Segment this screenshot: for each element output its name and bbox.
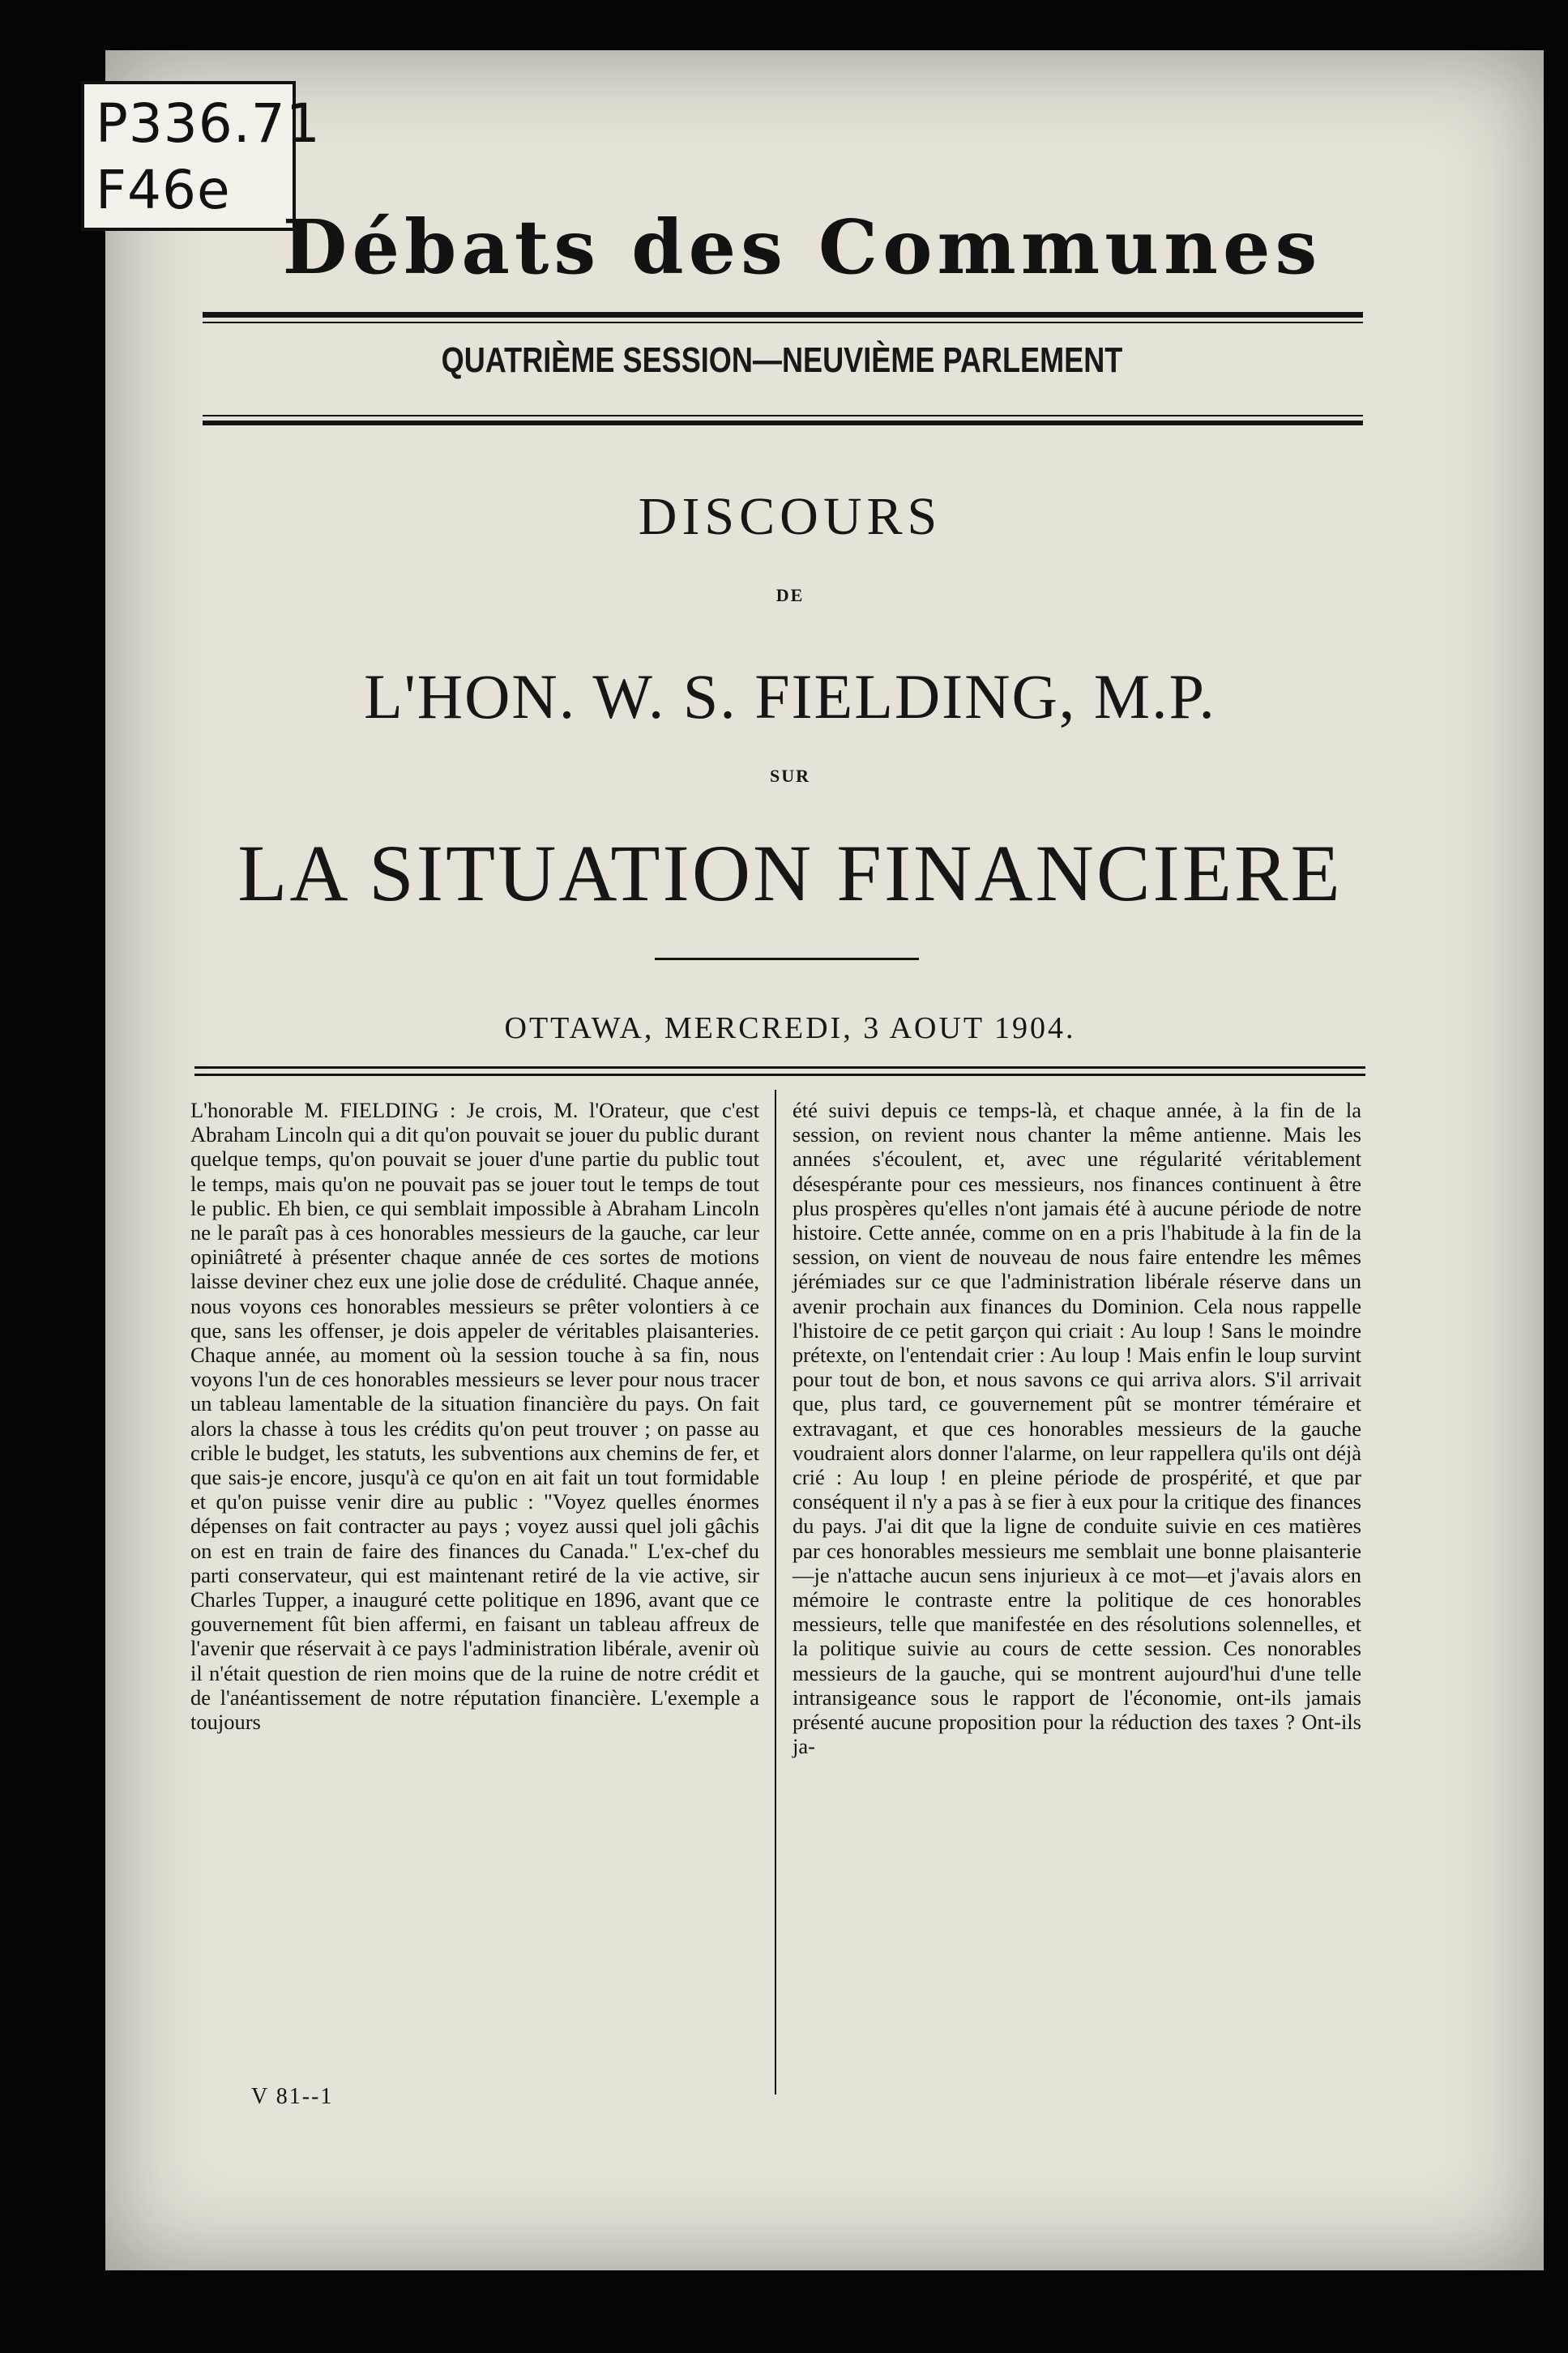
sur-label: SUR (769, 766, 810, 786)
session-rule-thick (203, 421, 1363, 425)
de-label: DE (775, 585, 805, 605)
dateline-rule-top (194, 1066, 1365, 1069)
session-line: QUATRIÈME SESSION—NEUVIÈME PARLEMENT (441, 340, 1123, 380)
dateline: OTTAWA, MERCREDI, 3 AOUT 1904. (504, 1011, 1076, 1045)
session-rule-thin (203, 415, 1363, 416)
discours-heading: DISCOURS (638, 487, 942, 546)
call-number-line-2: F46e (96, 159, 231, 221)
orator-name: L'HON. W. S. FIELDING, M.P. (364, 661, 1216, 732)
call-number-line-1: P336.71 (96, 92, 321, 155)
subject-title: LA SITUATION FINANCIERE (237, 828, 1343, 918)
title-divider (655, 958, 919, 960)
masthead-rule-top (203, 312, 1363, 318)
masthead-title: Débats des Communes (282, 203, 1322, 291)
signature-code: V 81--1 (251, 2084, 334, 2109)
masthead-rule-top-thin (203, 322, 1363, 323)
body-column-left: L'honorable M. FIELDING : Je crois, M. l'Orateur, que c'est Abraham Lincoln qui a dit qu'on pouvait se jouer du public durant quelque temps, qu'on pouvait se jouer d'une partie du public tout le temps, mais qu'on ne pouvait pas se jouer tout le temps de tout le public. Eh bien, ce qui semblait impossible à Abraham Lincoln ne le paraît pas à ces honorables messieurs de la gauche, car leur opiniâtreté à présenter chaque année de ces sortes de motions laisse deviner chez eux une jolie dose de crédulité. Chaque année, nous voyons ces honorables messieurs se prêter volontiers à ce que, sans les offenser, je dois appeler de véritables plaisanteries. Chaque année, au moment où la session touche à sa fin, nous voyons l'un de ces honorables messieurs se lever pour nous tracer un tableau lamentable de la situation financière du pays. On fait alors la chasse à tous les crédits qu'on peut trouver ; on passe au crible le budget, les statuts, les subventions aux chemins de fer, et que sais-je encore, jusqu'à ce qu'on en ait fait un tout formidable et qu'on puisse venir dire au public : "Voyez quelles énormes dépenses on fait contracter au pays ; voyez aussi quel joli gâchis on est en train de faire des finances du Canada." L'ex-chef du parti conservateur, qui est maintenant retiré de la vie active, sir Charles Tupper, a inauguré cette politique en 1896, avant que ce gouvernement fût bien affermi, en faisant un tableau affreux de l'avenir que réservait à ce pays l'administration libérale, avenir où il n'était question de rien moins que de la ruine de notre crédit et de l'anéantissement de notre réputation financière. L'exemple a toujours (190, 1098, 759, 1735)
dateline-rule-bottom (194, 1074, 1365, 1076)
column-divider (775, 1090, 776, 2095)
body-column-right: été suivi depuis ce temps-là, et chaque année, à la fin de la session, on revient nous chanter la même antienne. Mais les années s'écoulent, et, avec une régularité véritablement désespérante pour ces messieurs, nos finances continuent à être plus prospères qu'elles n'ont jamais été à aucune période de notre histoire. Cette année, comme on en a pris l'habitude à la fin de la session, on vient de nouveau de nous faire entendre les mêmes jérémiades sur ce que l'administration libérale réserve dans un avenir prochain aux finances du Dominion. Cela nous rappelle l'histoire de ce petit garçon qui criait : Au loup ! Sans le moindre prétexte, on l'entendait crier : Au loup ! Mais enfin le loup survint pour tout de bon, et nous savons ce qui arriva alors. S'il arrivait que, plus tard, ce gouvernement pût se montrer téméraire et extravagant, et que ces honorables messieurs de la gauche voudraient alors donner l'alarme, on leur rappellera qu'ils ont déjà crié : Au loup ! en pleine période de prospérité, et que par conséquent il n'y a pas à se fier à eux pour la critique des finances du pays. J'ai dit que la ligne de conduite suivie en ces matières par ces honorables messieurs me semblait une bonne plaisanterie—je n'attache aucun sens injurieux à ce mot—et j'avais alors en mémoire le contraste entre la politique de ces honorables messieurs, telle que manifestée en des résolutions solennelles, et la politique suivie au cours de cette session. Ces nonorables messieurs de la gauche, qui se montrent aujourd'hui d'une telle intransigeance sous le rapport de l'économie, ont-ils jamais présenté aucune proposition pour la réduction des taxes ? Ont-ils ja- (793, 1098, 1361, 1759)
